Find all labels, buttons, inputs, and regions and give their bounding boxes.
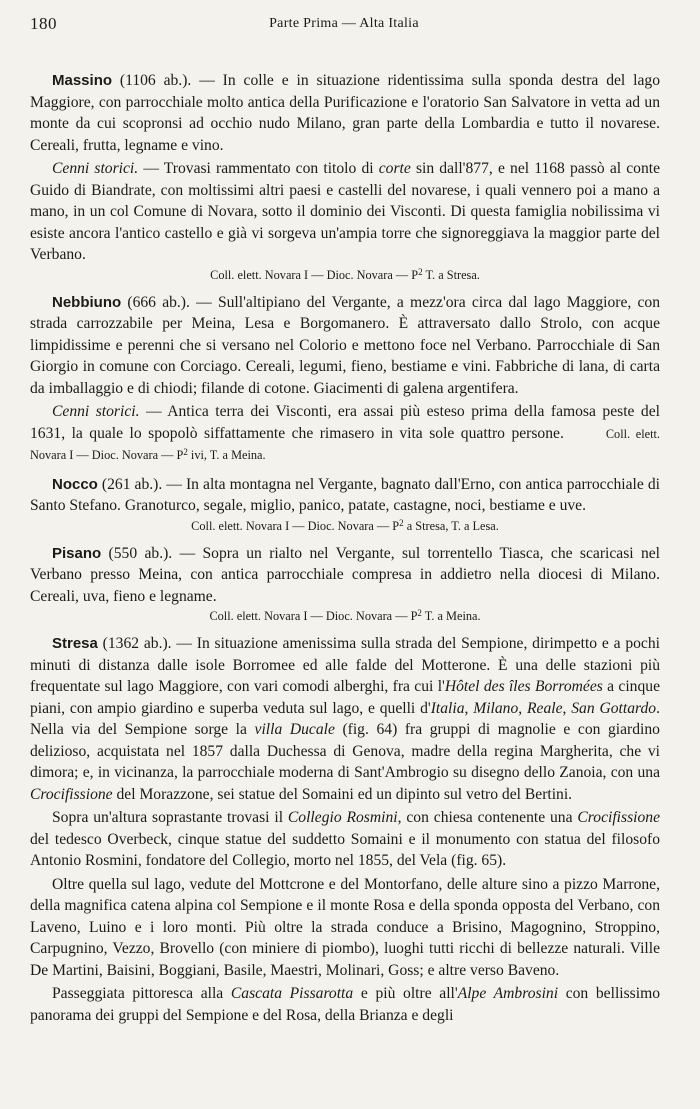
text-run: . Nella via del Sempione sorge la — [30, 699, 660, 738]
text-run: Oltre quella sul lago, vedute del Mottcrone e del Montorfano, delle alture sino a pizzo Marrone, della magnifica catena alpina col Sempione e il monte Rosa e della sponda opposta del Verbano, con Laveno, Luino e i loro monti. Più oltre la strada conduce a Brisino, Magognino, Stroppino, Carpugnino, Vezzo, Brovello (con miniere di piombo), luoghi tutti ricchi di bellezze naturali. Ville De Martini, Baisini, Boggiani, Basile, Maestri, Molinari, Goss; e altre verso Baveno. — [30, 875, 660, 979]
text-run: Coll. elett. Novara I — Dioc. Novara — P — [191, 518, 400, 533]
text-run: sin dall'877, e nel 1168 passò al conte Guido di Biandrate, con moltissimi altri paesi e castelli del novarese, i quali vennero poi a mano a mano, in un col Comune di Novara, sotto il dominio dei Visconti. Di questa famiglia nobilissima vi esiste ancora l'antico castello e già vi sorgeva un'ampia torre che signoreggiava la maggior parte del Verbano. — [30, 160, 660, 263]
entry-population: (550 ab.). — [108, 544, 173, 562]
entry-population: (666 ab.). — [127, 293, 190, 311]
text-run: , — [562, 699, 572, 717]
text-run: Coll. elett. Novara I — Dioc. Novara — P — [30, 426, 660, 462]
text-run: con bellissimo panorama dei gruppi del Sempione e del Rosa, della Brianza e degli — [30, 985, 660, 1024]
text-run: Coll. elett. Novara I — Dioc. Novara — P — [209, 609, 418, 623]
entry-population: (1106 ab.). — [119, 72, 192, 89]
electoral-reference — [30, 267, 660, 284]
italic-text: Crocifissione — [30, 785, 113, 803]
entry-population: (1362 ab.). — [102, 635, 172, 652]
text-run: a Stresa, T. a Lesa. — [403, 518, 499, 533]
italic-text: Milano — [473, 699, 519, 717]
electoral-reference — [30, 518, 660, 535]
text-run: ivi, T. a Meina. — [187, 448, 266, 462]
italic-text: Italia — [430, 699, 465, 717]
entry-paragraph — [30, 70, 660, 156]
text-run: — In situazione amenissima sulla strada del Sempione, dirimpetto e a pochi minuti di distanza dalle isole Borromee ed alle falde del Motterone. È una delle stazioni più frequentate sul lago Maggiore, con vari comodi alberghi, fra cui l' — [30, 635, 660, 695]
italic-text: corte — [378, 160, 411, 177]
text-run: del Morazzone, sei statue del Somaini ed un dipinto sul vetro del Bertini. — [112, 785, 573, 803]
page-body — [30, 70, 660, 1034]
superscript: 2 — [399, 517, 404, 528]
italic-text: villa Ducale — [254, 721, 335, 738]
entry-nocco — [30, 474, 660, 535]
italic-text: Crocifissione — [577, 809, 660, 826]
italic-text: Cascata Pissarotta — [230, 985, 354, 1002]
text-run: e più oltre all' — [353, 985, 458, 1002]
entry-heading: Massino — [52, 72, 113, 89]
text-run: (fig. 64) fra gruppi di magnolie e con giardino delizioso, acquistata nel 1857 dalla Duchessa di Genova, madre della regina Margherita, che vi dimora; e, in vicinanza, la parrocchiale moderna di Sant'Ambrogio su disegno dello Zanoia, con una — [30, 721, 660, 781]
text-run: Sopra un'altura soprastante trovasi il — [52, 809, 288, 826]
italic-text: Reale — [527, 699, 563, 717]
text-run: — Sull'altipiano del Vergante, a mezz'ora circa dal lago Maggiore, con strada carrozzabile per Meina, Lesa e Borgomanero. È attraversato dallo Strolo, con acque limpidissime e perenni che si versano nel Colorio e mettono foce nel Verbano. Parrocchiale di San Giorgio in comune con Corciago. Cereali, legumi, fieno, bestiame e vini. Fabbriche di lana, di carta da imballaggio e di chiodi; filande di cotone. Giacimenti di galena argentifera. — [30, 293, 660, 397]
entry-paragraph — [30, 633, 660, 805]
entry-heading: Nebbiuno — [52, 293, 122, 311]
superscript: 2 — [417, 608, 422, 618]
entry-massino — [30, 70, 660, 284]
entry-paragraph — [30, 474, 660, 517]
page-header — [30, 14, 658, 38]
italic-text: Collegio Rosmini — [287, 809, 398, 826]
running-title: Parte Prima — Alta Italia — [269, 16, 419, 31]
text-run: T. a Meina. — [421, 609, 481, 623]
entry-paragraph — [30, 874, 660, 982]
italic-text: Cenni storici. — [52, 403, 140, 420]
entry-heading: Stresa — [52, 635, 98, 652]
entry-heading: Nocco — [52, 475, 98, 493]
italic-text: Hôtel des îles Borromées — [444, 678, 603, 695]
superscript: 2 — [183, 447, 188, 457]
page-number: 180 — [30, 14, 57, 33]
text-run: del tedesco Overbeck, cinque statue del suddetto Somaini e il monumento con statua del filosofo Antonio Rosmini, fondatore del Collegio, morto nel 1855, del Vela (fig. 65). — [30, 830, 660, 869]
entry-paragraph — [30, 158, 660, 266]
entry-paragraph — [30, 983, 660, 1026]
entry-population: (261 ab.). — [101, 475, 163, 493]
text-run: T. a Stresa. — [422, 267, 480, 282]
text-run: Coll. elett. Novara I — Dioc. Novara — P — [210, 267, 419, 282]
entry-stresa — [30, 633, 660, 1026]
italic-text: Cenni storici. — [52, 160, 139, 177]
text-run: — In colle e in situazione ridentissima sulla sponda destra del lago Maggiore, con parrocchiale molto antica della Purificazione e l'oratorio San Salvatore in vetta ad un monte da cui scopronsi ad occhio nudo Milano, gran parte della Lombardia e tutto il novarese. Cereali, frutta, legname e vino. — [30, 72, 660, 154]
text-run: — In alta montagna nel Vergante, bagnato dall'Erno, con antica parrocchiale di Santo Stefano. Granoturco, segale, miglio, panico, patate, castagne, noci, bestiame e uve. — [30, 475, 660, 514]
entry-heading: Pisano — [52, 544, 102, 562]
text-run: — Antica terra dei Visconti, era assai più esteso prima della famosa peste del 1631, la quale lo spopolò siffattamente che rimasero in vita sole quattro persone. — [30, 403, 660, 442]
entry-paragraph — [30, 292, 660, 400]
text-run: — Sopra un rialto nel Vergante, sul torrentello Tiasca, che scaricasi nel Verbano presso Meina, con antica parrocchiale compresa in addietro nella diocesi di Milano. Cereali, uva, fieno e legname. — [30, 544, 660, 605]
entry-paragraph — [30, 401, 660, 466]
text-run: , con chiesa contenente una — [397, 809, 578, 826]
entry-pisano — [30, 543, 660, 626]
entry-paragraph — [30, 807, 660, 872]
entry-nebbiuno — [30, 292, 660, 466]
superscript: 2 — [418, 266, 423, 277]
text-run: , — [518, 699, 528, 717]
text-run: a cinque piani, con ampio giardino e superba veduta sul lago, e quelli d' — [30, 678, 660, 717]
italic-text: Alpe Ambrosini — [457, 985, 559, 1002]
text-run: Passeggiata pittoresca alla — [52, 985, 231, 1002]
text-run: , — [464, 699, 474, 717]
electoral-reference — [30, 608, 660, 625]
entry-paragraph — [30, 543, 660, 608]
text-run: — Trovasi rammentato con titolo di — [138, 160, 379, 177]
italic-text: San Gottardo — [571, 699, 657, 717]
